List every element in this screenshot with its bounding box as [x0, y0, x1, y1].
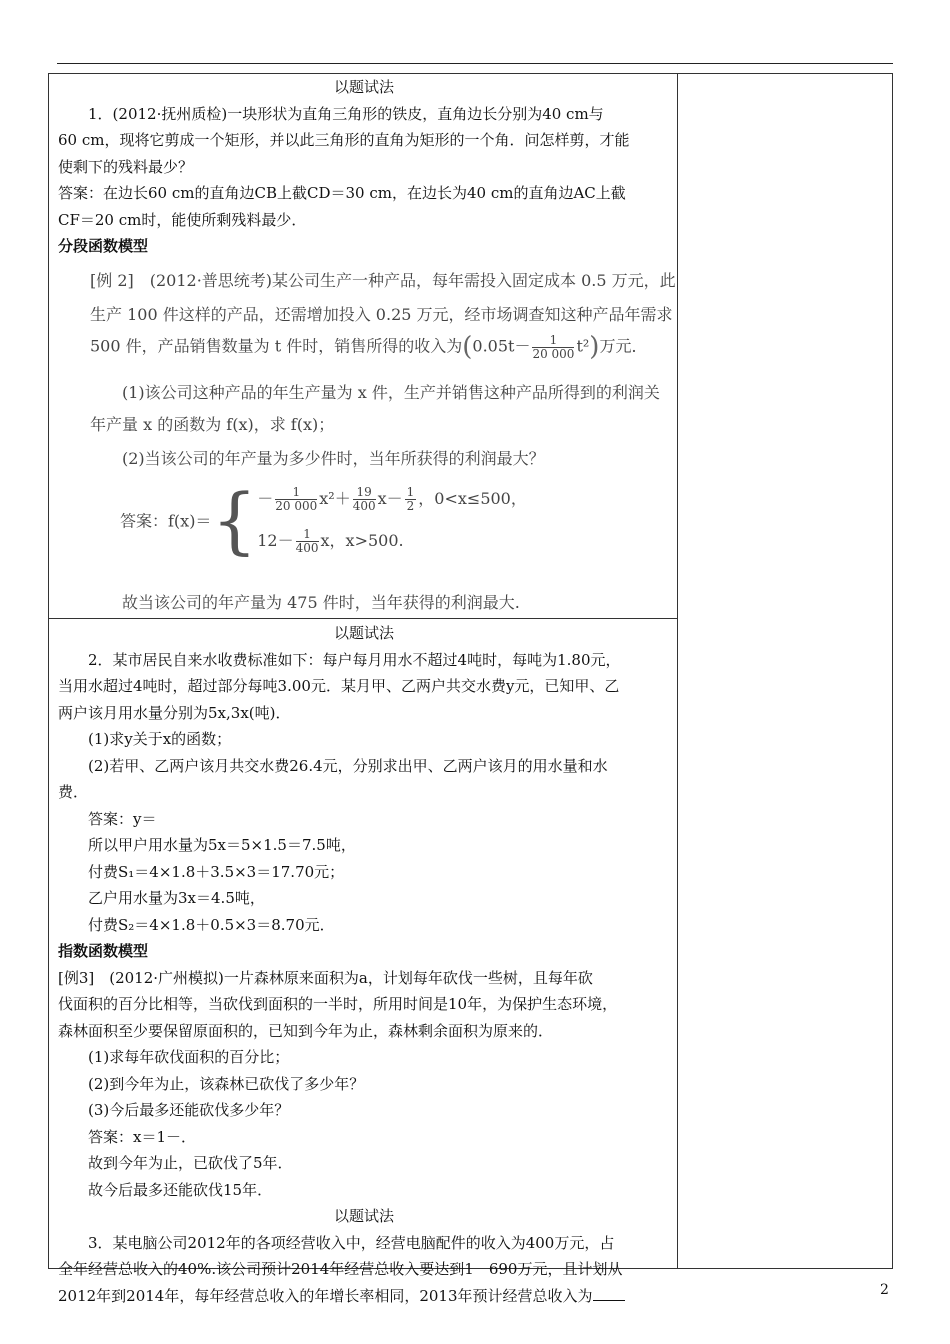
question-line: (3)今后最多还能砍伐多少年？ — [88, 1101, 290, 1119]
answer-line: 答案：在边长60 cm的直角边CB上截CD＝30 cm，在边长为40 cm的直角边AC上截 — [58, 184, 626, 202]
question-line: (2)到今年为止，该森林已砍伐了多少年？ — [88, 1074, 365, 1093]
section-1 — [58, 74, 670, 260]
question-line: 当用水超过4吨时，超过部分每吨3.00元．某月甲、乙两户共交水费y元，已知甲、乙 — [58, 677, 620, 695]
question-line: 2012年到2014年，每年经营总收入的年增长率相同，2013年预计经营总收入为 — [58, 1283, 670, 1310]
example-line: 伐面积的百分比相等，当砍伐到面积的一半时，所用时间是10年，为保护生态环境， — [58, 995, 618, 1013]
cases — [257, 478, 527, 562]
example-line: 森林面积至少要保留原面积的，已知到今年为止，森林剩余面积为原来的． — [58, 1021, 554, 1040]
column-divider — [677, 73, 678, 1269]
model-heading: 分段函数模型 — [58, 237, 149, 255]
section-heading: 以题试法 — [333, 1207, 394, 1225]
question-line: 两户该月用水量分别为5x,3x(吨)． — [58, 703, 291, 722]
example-line: [例 2] (2012·普思统考)某公司生产一种产品，每年需投入固定成本 0.5 万元，此 — [90, 271, 676, 290]
answer-line: 故今后最多还能砍伐15年． — [88, 1180, 273, 1199]
answer-line: 故到今年为止，已砍伐了5年． — [88, 1154, 293, 1172]
example-2-image — [80, 260, 677, 620]
header-rule — [57, 63, 893, 64]
question-line: 费． — [58, 783, 89, 801]
question-line: (1)求y关于x的函数； — [88, 730, 232, 748]
answer-line: 付费S₂＝4×1.8＋0.5×3＝8.70元． — [88, 915, 335, 934]
example-line: 500 件，产品销售数量为 t 件时，销售所得的收入为(0.05t－ $\frac{1}{20 000}$ t²)万元． — [90, 332, 648, 362]
question-line: 60 cm，现将它剪成一个矩形，并以此三角形的直角为矩形的一个角．问怎样剪，才能 — [58, 131, 630, 149]
answer-blank — [593, 1286, 625, 1301]
answer-line: CF＝20 cm时，能使所剩残料最少． — [58, 210, 307, 229]
conclusion: 故当该公司的年产量为 475 件时，当年获得的利润最大. — [122, 593, 520, 612]
answer-line: 所以甲户用水量为5x＝5×1.5＝7.5吨， — [88, 836, 356, 854]
expr-text: 0.05t－ — [472, 336, 531, 356]
question-line: (1)求每年砍伐面积的百分比； — [88, 1048, 290, 1066]
question-line: 1．(2012·抚州质检)一块形状为直角三角形的铁皮，直角边长分别为40 cm与 — [88, 104, 604, 123]
model-heading: 指数函数模型 — [58, 942, 149, 960]
section-2 — [58, 620, 670, 1309]
example-line: (1)该公司这种产品的年生产量为 x 件，生产并销售这种产品所得到的利润关 — [122, 383, 660, 402]
example-text: 万元． — [599, 336, 648, 356]
question-line: 2．某市居民自来水收费标准如下：每户每月用水不超过4吨时，每吨为1.80元， — [88, 650, 621, 669]
answer-line: 答案：x＝1－． — [88, 1127, 197, 1146]
piecewise-answer — [120, 478, 527, 562]
answer-line: 付费S₁＝4×1.8＋3.5×3＝17.70元； — [88, 862, 345, 881]
example-line: (2)当该公司的年产量为多少件时，当年所获得的利润最大？ — [122, 449, 545, 468]
page-number: 2 — [880, 1282, 889, 1298]
section-heading: 以题试法 — [333, 624, 394, 642]
example-line: 生产 100 件这样的产品，还需增加投入 0.25 万元，经市场调查知这种产品年需求 — [90, 305, 673, 324]
case-2: 12－ $\frac{1}{400}$ x，x>500. — [257, 527, 404, 555]
brace-icon: { — [211, 478, 258, 562]
expr-text: t² — [576, 336, 590, 356]
example-line: 年产量 x 的函数为 f(x)，求 f(x)； — [90, 415, 335, 434]
section-heading: 以题试法 — [333, 78, 394, 96]
question-line: 3．某电脑公司2012年的各项经营收入中，经营电脑配件的收入为400万元，占 — [88, 1233, 615, 1252]
fraction: $\frac{1}{20 000}$ — [532, 332, 575, 361]
answer-line: 乙户用水量为3x＝4.5吨， — [88, 889, 265, 907]
answer-label: 答案：f(x)＝ — [120, 511, 212, 531]
case-1: － $\frac{1}{20 000}$ x²＋ $\frac{19}{400}$ x－ $\frac{1}{2}$ ，0<x≤500， — [257, 485, 527, 513]
question-line: (2)若甲、乙两户该月共交水费26.4元，分别求出甲、乙两户该月的用水量和水 — [88, 756, 608, 775]
example-text: 500 件，产品销售数量为 t 件时，销售所得的收入为 — [90, 336, 463, 356]
question-line: 全年经营总收入的40%.该公司预计2014年经营总收入要达到1 690万元，且计划从 — [58, 1260, 623, 1278]
answer-line: 答案：y＝ — [88, 809, 157, 828]
question-line: 使剩下的残料最少？ — [58, 157, 194, 176]
example-line: [例3] (2012·广州模拟)一片森林原来面积为a，计划每年砍伐一些树，且每年砍 — [58, 968, 593, 987]
